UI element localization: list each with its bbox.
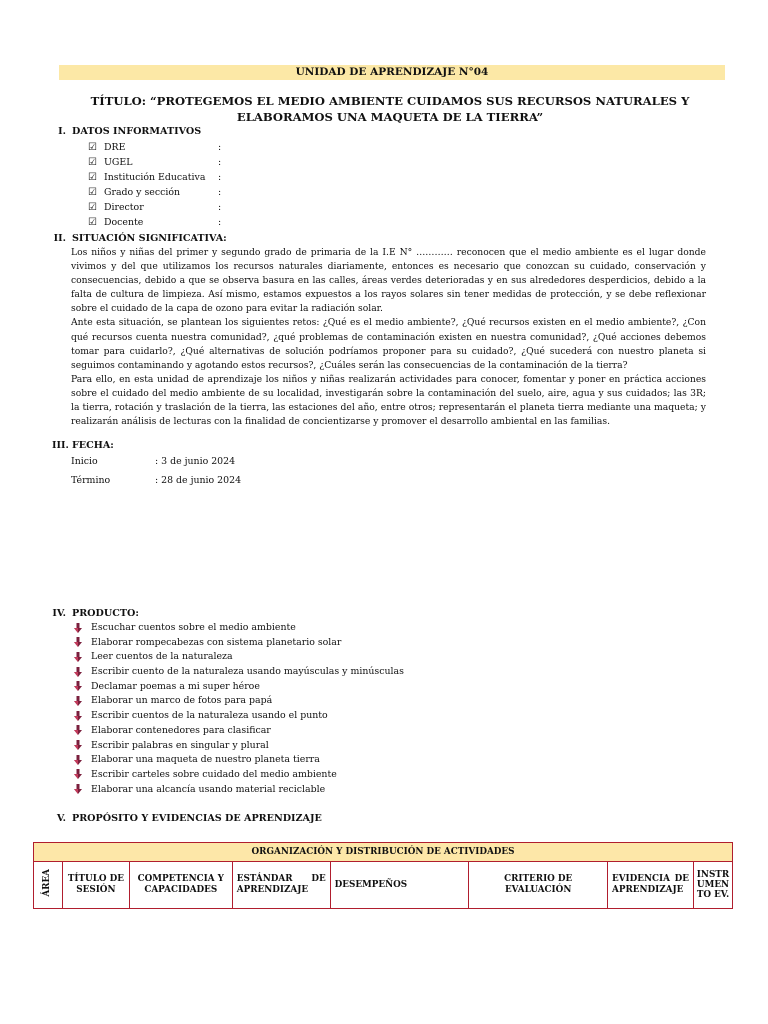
- datos-label: Institución Educativa: [104, 172, 206, 183]
- checkbox-icon: ☑: [88, 217, 97, 228]
- fecha-termino: [71, 471, 371, 490]
- section-number: I.: [58, 126, 66, 137]
- section-label: FECHA:: [72, 440, 114, 451]
- section-label: DATOS INFORMATIVOS: [72, 126, 202, 137]
- col-area: [34, 862, 63, 909]
- section-proposito-heading: [52, 813, 322, 824]
- datos-item: [88, 200, 288, 215]
- checkbox-icon: ☑: [88, 187, 97, 198]
- col-evidencia: EVIDENCIA DE APRENDIZAJE: [608, 862, 694, 909]
- fecha-inicio: [71, 452, 371, 471]
- arrow-bullet-icon: [73, 709, 83, 724]
- producto-item: [72, 680, 572, 695]
- datos-list: [88, 140, 288, 230]
- section-producto-heading: [52, 608, 139, 619]
- producto-text: Escribir palabras en singular y plural: [91, 739, 269, 751]
- producto-text: Elaborar contenedores para clasificar: [91, 724, 271, 736]
- datos-label: UGEL: [104, 157, 133, 168]
- producto-text: Escribir carteles sobre cuidado del medio ambiente: [91, 768, 337, 780]
- datos-colon: :: [218, 157, 222, 168]
- arrow-bullet-icon: [73, 636, 83, 651]
- col-estandar: ESTÁNDAR DE APRENDIZAJE: [232, 862, 330, 909]
- datos-item: [88, 155, 288, 170]
- datos-label: DRE: [104, 142, 126, 153]
- situacion-paragraph: Los niños y niñas del primer y segundo grado de primaria de la I.E N° ………… reconocen que el medio ambiente es el lugar donde vivimos y del que utilizamos los recursos naturales diariamente, entonces es necesario que conozcan su cuidado, conservación y consecuencias, debido a que se observa basura en las calles, áreas verdes deterioradas y en sus alrededores desperdicios, debido a la falta de cultura de limpieza. Así mismo, estamos expuestos a los rayos solares sin tener medidas de protección, y se debe reflexionar sobre el cuidado de la capa de ozono para evitar la radiación solar.: [71, 247, 706, 315]
- arrow-bullet-icon: [73, 650, 83, 665]
- arrow-bullet-icon: [73, 768, 83, 783]
- arrow-bullet-icon: [73, 753, 83, 768]
- checkbox-icon: ☑: [88, 172, 97, 183]
- section-number: II.: [53, 233, 66, 244]
- producto-item: [72, 724, 572, 739]
- producto-text: Elaborar una alcancía usando material reciclable: [91, 783, 326, 795]
- fecha-list: [71, 452, 371, 490]
- producto-item: [72, 636, 572, 651]
- checkbox-icon: ☑: [88, 202, 97, 213]
- datos-item: [88, 215, 288, 230]
- producto-text: Leer cuentos de la naturaleza: [91, 651, 233, 663]
- table-title: ORGANIZACIÓN Y DISTRIBUCIÓN DE ACTIVIDADES: [34, 843, 733, 862]
- producto-item: [72, 768, 572, 783]
- producto-text: Escuchar cuentos sobre el medio ambiente: [91, 622, 296, 633]
- col-area-label: ÁREA: [42, 869, 53, 897]
- producto-item: [72, 621, 572, 636]
- producto-list: [72, 621, 572, 797]
- section-situacion-heading: [52, 233, 227, 244]
- producto-text: Escribir cuento de la naturaleza usando mayúsculas y minúsculas: [91, 666, 404, 678]
- datos-item: [88, 170, 288, 185]
- producto-text: Elaborar rompecabezas con sistema planetario solar: [91, 636, 342, 648]
- datos-item: [88, 185, 288, 200]
- producto-item: [72, 783, 572, 798]
- datos-colon: :: [218, 187, 222, 198]
- situacion-paragraph: Ante esta situación, se plantean los siguientes retos: ¿Qué es el medio ambiente?, ¿Qué recursos existen en el medio ambiente?, ¿Con qué recursos cuenta nuestra comunidad?, ¿qué problemas de contaminación existen en nuestra comunidad?, ¿Qué acciones debemos tomar para cuidarlo?, ¿Qué alternativas de solución podríamos proponer para su cuidado?, ¿Qué sucederá con nuestro planeta si seguimos contaminando y agotando estos recursos?, ¿Cuáles serán las consecuencias de la contaminación de la tierra?: [71, 317, 706, 371]
- situacion-paragraph: Para ello, en esta unidad de aprendizaje los niños y niñas realizarán actividades para conocer, fomentar y poner en práctica acciones sobre el cuidado del medio ambiente de su localidad, investigarán sobre la contaminación del suelo, aire, agua y sus cuidados; las 3R; la tierra, rotación y traslación de la tierra, las estaciones del año, entre otros; representarán el planeta tierra mediante una maqueta; y realizarán análisis de lecturas con la finalidad de concientizarse y promover el desarrollo ambiental en las familias.: [71, 373, 706, 428]
- situacion-text: [71, 246, 706, 429]
- section-number: III.: [52, 440, 69, 451]
- arrow-bullet-icon: [73, 621, 83, 636]
- datos-colon: :: [218, 142, 222, 153]
- section-label: PROPÓSITO Y EVIDENCIAS DE APRENDIZAJE: [72, 813, 322, 824]
- arrow-bullet-icon: [73, 724, 83, 739]
- datos-colon: :: [218, 172, 222, 183]
- producto-item: [72, 665, 572, 680]
- producto-text: Elaborar una maqueta de nuestro planeta tierra: [91, 754, 320, 766]
- producto-item: [72, 753, 572, 768]
- arrow-bullet-icon: [73, 739, 83, 754]
- producto-text: Declamar poemas a mi super héroe: [91, 680, 260, 692]
- datos-label: Director: [104, 202, 144, 213]
- col-competencia: COMPETENCIA Y CAPACIDADES: [129, 862, 232, 909]
- datos-label: Docente: [104, 217, 144, 228]
- arrow-bullet-icon: [73, 665, 83, 680]
- col-desempenos: DESEMPEÑOS: [330, 862, 469, 909]
- datos-colon: :: [218, 217, 222, 228]
- datos-colon: :: [218, 202, 222, 213]
- producto-item: [72, 650, 572, 665]
- checkbox-icon: ☑: [88, 157, 97, 168]
- section-label: PRODUCTO:: [72, 608, 139, 619]
- arrow-bullet-icon: [73, 694, 83, 709]
- producto-item: [72, 739, 572, 754]
- section-fecha-heading: [52, 440, 114, 451]
- section-label: SITUACIÓN SIGNIFICATIVA:: [72, 233, 227, 244]
- fecha-value: : 3 de junio 2024: [155, 456, 236, 467]
- section-number: IV.: [52, 608, 66, 619]
- arrow-bullet-icon: [73, 783, 83, 798]
- producto-item: [72, 709, 572, 724]
- checkbox-icon: ☑: [88, 142, 97, 153]
- section-number: V.: [56, 813, 66, 824]
- col-titulo: TÍTULO DE SESIÓN: [62, 862, 129, 909]
- actividades-table: [33, 842, 733, 909]
- datos-item: [88, 140, 288, 155]
- fecha-value: : 28 de junio 2024: [155, 475, 242, 486]
- producto-text: Escribir cuentos de la naturaleza usando el punto: [91, 710, 328, 722]
- datos-label: Grado y sección: [104, 187, 181, 198]
- section-datos-heading: [52, 126, 201, 137]
- unit-banner: UNIDAD DE APRENDIZAJE N°04: [59, 65, 725, 80]
- unit-title: TÍTULO: “PROTEGEMOS EL MEDIO AMBIENTE CUIDAMOS SUS RECURSOS NATURALES Y ELABORAMOS UNA MAQUETA DE LA TIERRA”: [90, 94, 690, 124]
- fecha-label: Término: [71, 475, 111, 486]
- arrow-bullet-icon: [73, 680, 83, 695]
- fecha-label: Inicio: [71, 456, 98, 467]
- col-instrumento: INSTR UMEN TO EV.: [693, 862, 732, 909]
- producto-item: [72, 694, 572, 709]
- producto-text: Elaborar un marco de fotos para papá: [91, 695, 273, 707]
- col-criterio: CRITERIO DE EVALUACIÓN: [469, 862, 608, 909]
